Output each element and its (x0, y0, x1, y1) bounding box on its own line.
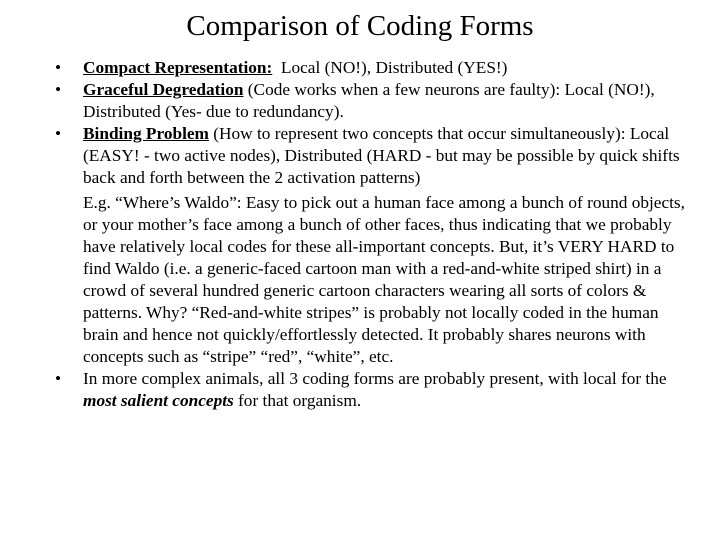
bullet-text-end: for that organism. (233, 391, 362, 410)
bullet-marker: • (55, 369, 62, 388)
bullet-text: (How to represent two concepts that occur simultaneously): Local (EASY! - two active nodes), Distributed (HARD - but may be possible by quick shifts back and forth between the 2 activation patterns) (83, 124, 680, 187)
bullet-term: Compact Representation: (83, 58, 273, 77)
bullet-marker: • (55, 124, 62, 143)
bullet-compact-representation (55, 57, 695, 79)
slide-title: Comparison of Coding Forms (186, 10, 534, 42)
bullet-marker: • (55, 80, 62, 99)
bullet-text: In more complex animals, all 3 coding forms are probably present, with local for the (83, 369, 667, 388)
bullet-complex-animals (55, 368, 695, 412)
bullet-graceful-degradation (55, 79, 695, 123)
bullet-text: (Code works when a few neurons are faulty): Local (NO!), Distributed (Yes- due to redundancy). (83, 80, 655, 121)
bullet-marker: • (55, 58, 62, 77)
bullet-list (55, 57, 695, 412)
bullet-binding-problem (55, 123, 695, 368)
bullet-text: Local (NO!), Distributed (YES!) (272, 58, 508, 77)
waldo-example-paragraph: E.g. “Where’s Waldo”: Easy to pick out a human face among a bunch of round objects, or your mother’s face among a bunch of other faces, thus indicating that we probably have relatively local codes for these all-important concepts. But, it’s VERY HARD to find Waldo (i.e. a generic-faced cartoon man with a red-and-white striped shirt) in a crowd of several hundred generic cartoon characters wearing all sorts of colors & patterns. Why? “Red-and-white stripes” is probably not locally coded in the human brain and hence not quickly/effortlessly detected. It probably shares neurons with concepts such as “stripe” “red”, “white”, etc. (83, 193, 685, 366)
emphasis-text: most salient concepts (83, 391, 234, 410)
bullet-term: Binding Problem (83, 124, 209, 143)
bullet-term: Graceful Degredation (83, 80, 244, 99)
